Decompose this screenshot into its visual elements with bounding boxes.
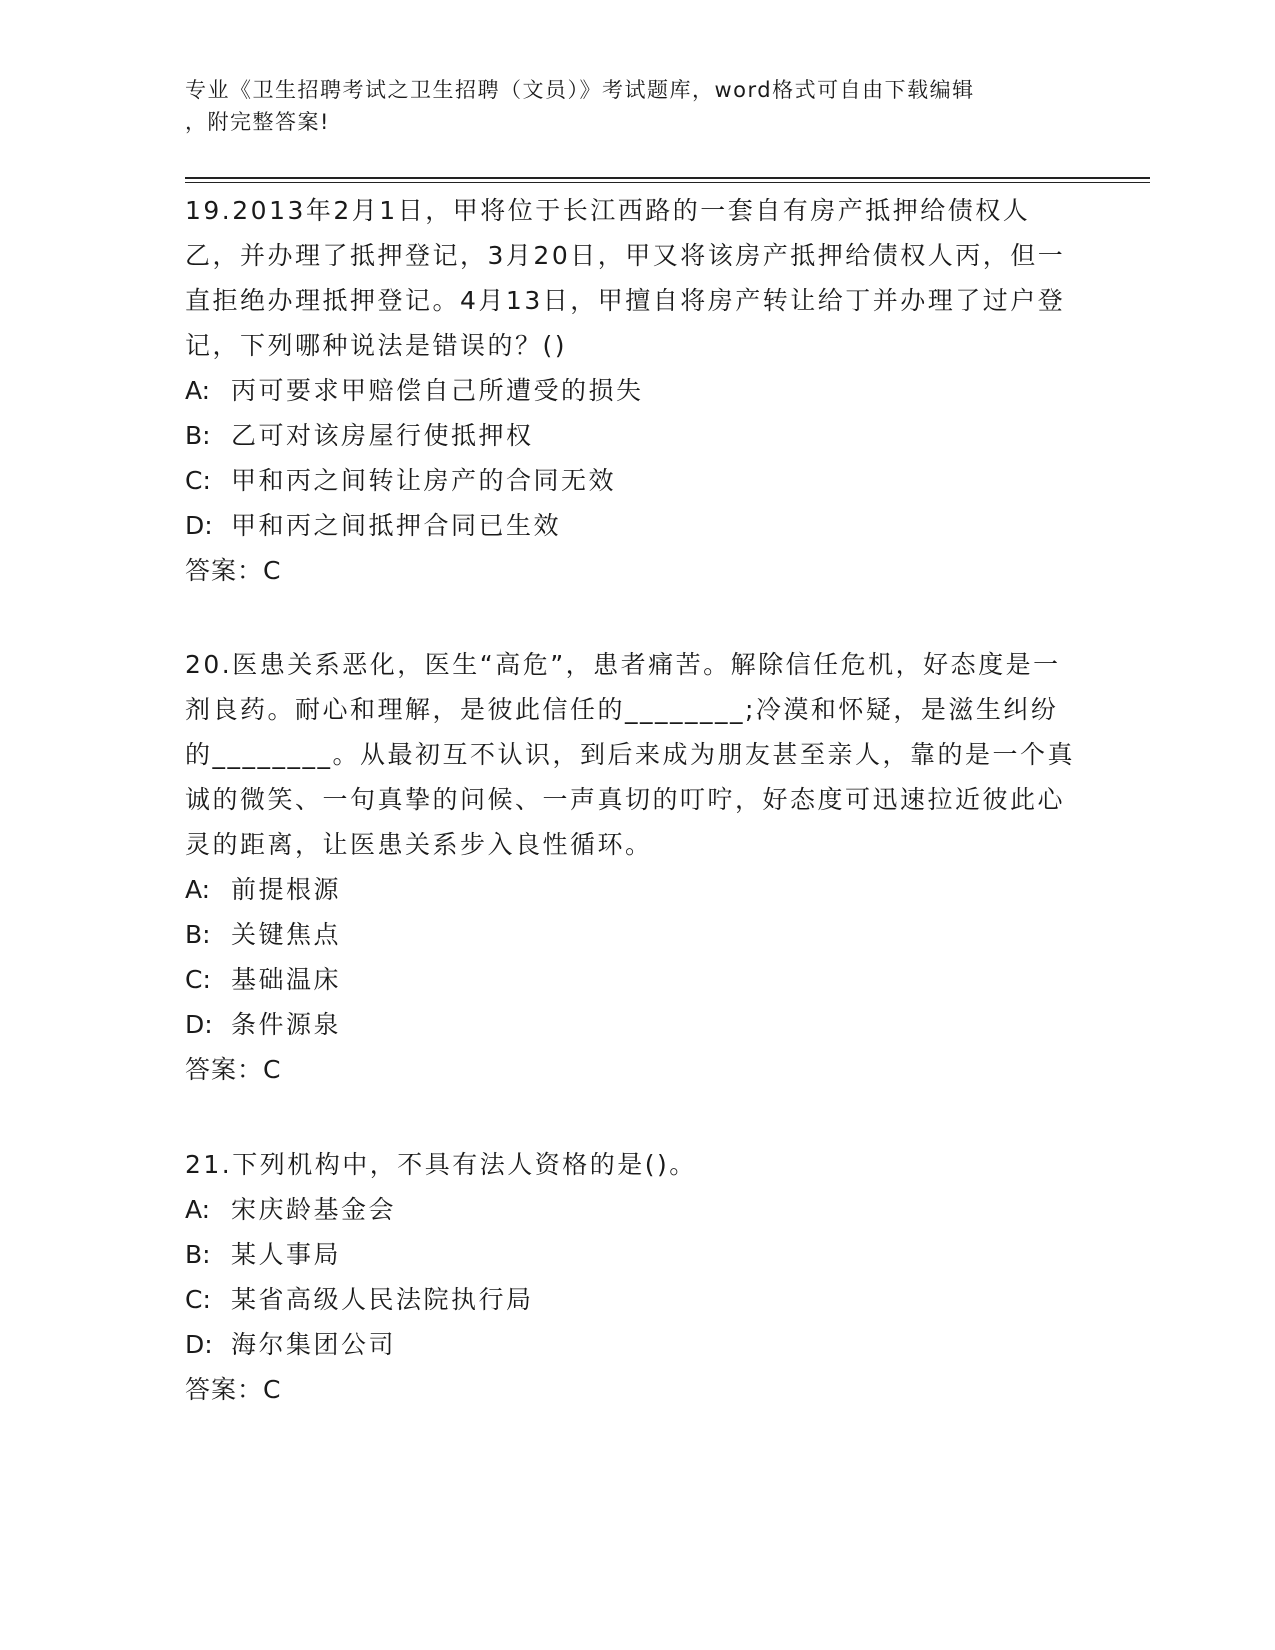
option-text: 某人事局 [231, 1240, 342, 1269]
option-b [185, 1232, 1085, 1277]
option-key: A: [185, 875, 211, 904]
option-b [185, 413, 1085, 458]
option-text: 海尔集团公司 [231, 1330, 397, 1359]
option-text: 乙可对该房屋行使抵押权 [231, 421, 534, 450]
option-a [185, 867, 1085, 912]
option-key: D: [185, 1010, 213, 1039]
question-19 [185, 188, 1085, 593]
answer-line: 答案：C [185, 556, 282, 585]
question-stem: 21.下列机构中，不具有法人资格的是()。 [185, 1150, 697, 1179]
header-divider-thick [185, 177, 1150, 179]
option-text: 条件源泉 [231, 1010, 342, 1039]
question-stem: 19.2013年2月1日，甲将位于长江西路的一套自有房产抵押给债权人乙，并办理了抵押登记，3月20日，甲又将该房产抵押给债权人丙，但一直拒绝办理抵押登记。4月13日，甲擅自将房产转让给丁并办理了过户登记，下列哪种说法是错误的？() [185, 196, 1066, 360]
answer-line: 答案：C [185, 1055, 282, 1084]
option-key: B: [185, 1240, 211, 1269]
option-key: C: [185, 1285, 211, 1314]
option-c [185, 1277, 1085, 1322]
option-key: D: [185, 511, 213, 540]
question-stem: 20.医患关系恶化，医生“高危”，患者痛苦。解除信任危机，好态度是一剂良药。耐心和理解，是彼此信任的________;冷漠和怀疑，是滋生纠纷的________。从最初互不认识，到后来成为朋友甚至亲人，靠的是一个真诚的微笑、一句真挚的问候、一声真切的叮咛，好态度可迅速拉近彼此心灵的距离，让医患关系步入良性循环。 [185, 650, 1076, 859]
option-text: 基础温床 [231, 965, 342, 994]
option-key: A: [185, 1195, 211, 1224]
option-key: B: [185, 920, 211, 949]
question-21 [185, 1142, 1085, 1412]
option-text: 宋庆龄基金会 [231, 1195, 397, 1224]
option-key: D: [185, 1330, 213, 1359]
option-d [185, 503, 1085, 548]
option-key: B: [185, 421, 211, 450]
option-d [185, 1322, 1085, 1367]
header-divider-thin [185, 182, 1150, 183]
document-header [185, 74, 1065, 138]
question-20 [185, 642, 1085, 1092]
option-text: 某省高级人民法院执行局 [231, 1285, 534, 1314]
option-key: A: [185, 376, 211, 405]
option-text: 关键焦点 [231, 920, 342, 949]
option-key: C: [185, 965, 211, 994]
option-text: 前提根源 [231, 875, 342, 904]
option-key: C: [185, 466, 211, 495]
answer-line: 答案：C [185, 1375, 282, 1404]
option-text: 甲和丙之间抵押合同已生效 [231, 511, 562, 540]
option-c [185, 458, 1085, 503]
header-line-1: 专业《卫生招聘考试之卫生招聘（文员）》考试题库，word格式可自由下载编辑 [185, 78, 975, 102]
option-d [185, 1002, 1085, 1047]
header-line-2: ，附完整答案! [185, 110, 330, 134]
option-text: 丙可要求甲赔偿自己所遭受的损失 [231, 376, 644, 405]
option-a [185, 368, 1085, 413]
option-a [185, 1187, 1085, 1232]
option-c [185, 957, 1085, 1002]
option-b [185, 912, 1085, 957]
option-text: 甲和丙之间转让房产的合同无效 [231, 466, 617, 495]
